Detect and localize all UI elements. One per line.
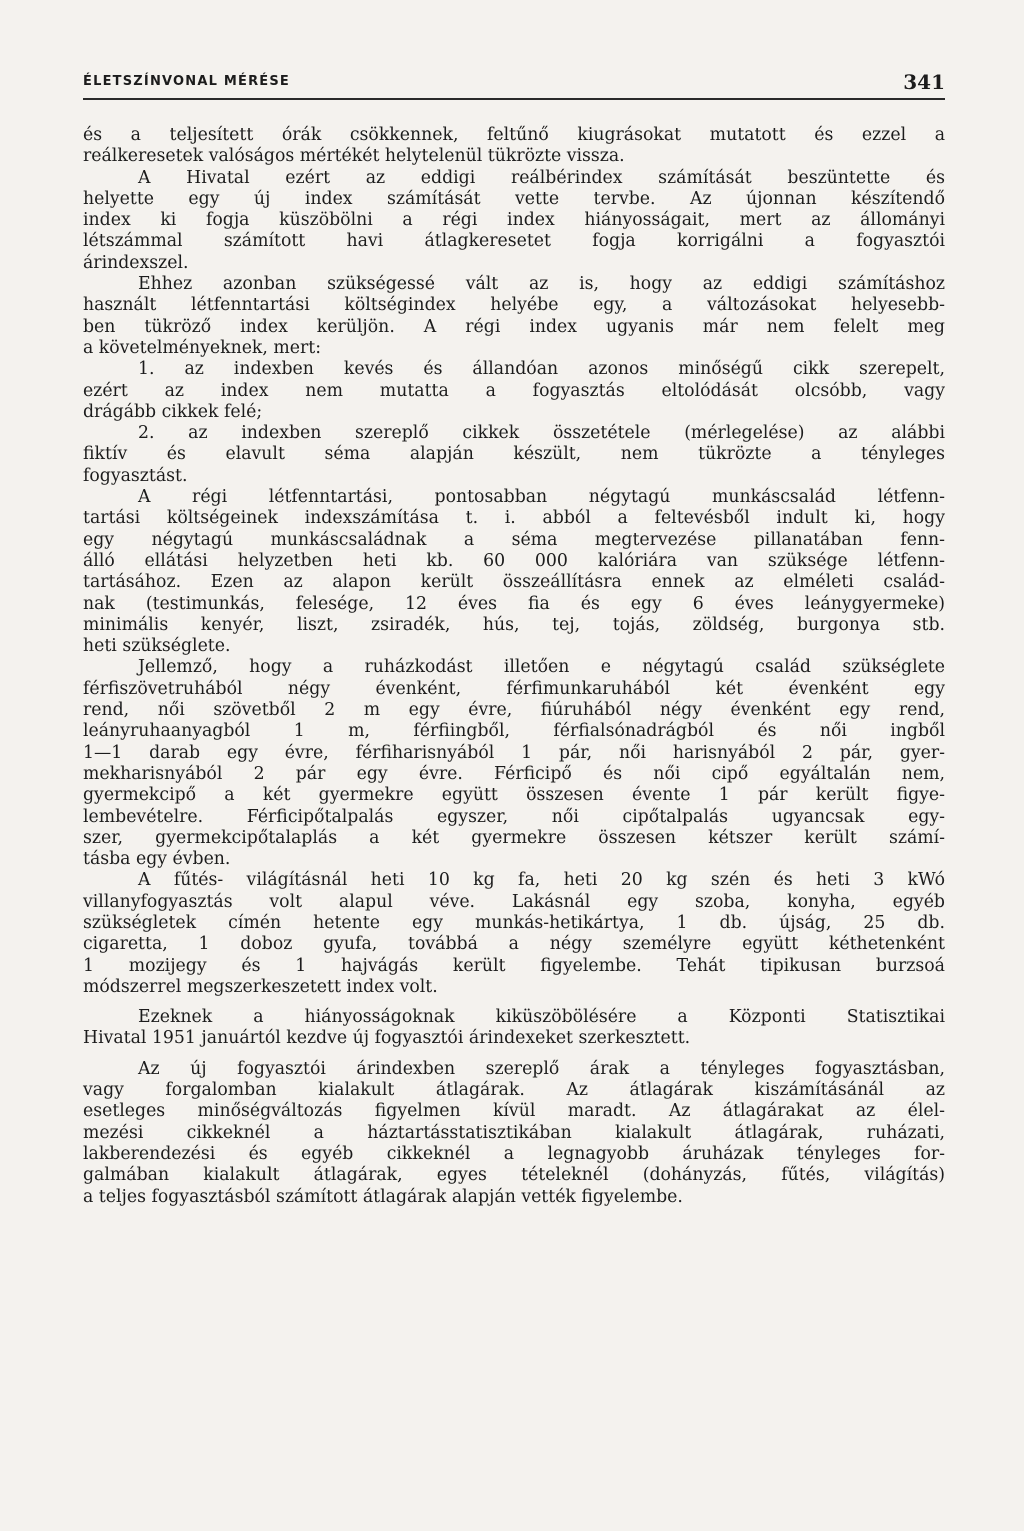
page-body [83, 125, 945, 1208]
text-line: A Hivatal ezért az eddigi reálbérindex számítását beszüntette és [138, 167, 945, 188]
text-line: szer, gyermekcipőtalaplás a két gyermekre összesen kétszer került számí- [83, 827, 945, 848]
text-line: a követelményeknek, mert: [83, 337, 322, 358]
list-item-line: fiktív és elavult séma alapján készült, nem tükrözte a tényleges [83, 444, 945, 465]
page-header [83, 70, 945, 100]
text-line: férfiszövetruhából négy évenként, férfimunkaruhából két évenként egy [83, 678, 945, 699]
text-line: Hivatal 1951 januártól kezdve új fogyasztói árindexeket szerkesztett. [83, 1028, 691, 1049]
text-line: esetleges minőségváltozás figyelmen kívül maradt. Az átlagárakat az élel- [83, 1101, 945, 1122]
text-line: a teljes fogyasztásból számított átlagárak alapján vették figyelembe. [83, 1186, 683, 1207]
list-item-line: 2. az indexben szereplő cikkek összetétele (mérlegelése) az alábbi [138, 423, 945, 444]
text-line: lakberendezési és egyéb cikkeknél a legnagyobb áruházak tényleges for- [83, 1143, 945, 1164]
text-line: A régi létfenntartási, pontosabban négytagú munkáscsalád létfenn- [138, 487, 945, 508]
text-line: A fűtés- világításnál heti 10 kg fa, heti 20 kg szén és heti 3 kWó [138, 870, 945, 891]
text-line: 1—1 darab egy évre, férfiharisnyából 1 pár, női harisnyából 2 pár, gyer- [83, 742, 945, 763]
text-line: heti szükséglete. [83, 636, 231, 657]
text-line: galmában kialakult átlagárak, egyes tételeknél (dohányzás, fűtés, világítás) [83, 1165, 945, 1186]
text-line: reálkeresetek valóságos mértékét helytelenül tükrözte vissza. [83, 146, 625, 167]
text-line: 1 mozijegy és 1 hajvágás került figyelembe. Tehát tipikusan burzsoá [83, 955, 945, 976]
text-line: nak (testimunkás, felesége, 12 éves fia és egy 6 éves leánygyermeke) [83, 593, 945, 614]
text-line: használt létfenntartási költségindex helyébe egy, a változásokat helyesebb- [83, 295, 945, 316]
text-line: lembevételre. Férficipőtalpalás egyszer, női cipőtalpalás ugyancsak egy- [83, 806, 945, 827]
list-item-line: ezért az index nem mutatta a fogyasztás eltolódását olcsóbb, vagy [83, 380, 945, 401]
text-line: rend, női szövetből 2 m egy évre, fiúruhából négy évenként egy rend, [83, 700, 945, 721]
text-line: index ki fogja küszöbölni a régi index hiányosságait, mert az állományi [83, 210, 945, 231]
text-line: Jellemző, hogy a ruházkodást illetően e négytagú család szükséglete [138, 657, 945, 678]
text-line: tartási költségeinek indexszámítása t. i. abból a feltevésből indult ki, hogy [83, 508, 945, 529]
text-line: minimális kenyér, liszt, zsiradék, hús, tej, tojás, zöldség, burgonya stb. [83, 614, 945, 635]
text-line: álló ellátási helyzetben heti kb. 60 000 kalóriára van szüksége létfenn- [83, 550, 945, 571]
paragraph-gap [83, 1050, 945, 1059]
running-head: ÉLETSZÍNVONAL MÉRÉSE [83, 74, 291, 89]
text-line: villanyfogyasztás volt alapul véve. Lakásnál egy szoba, konyha, egyéb [83, 891, 945, 912]
text-line: cigaretta, 1 doboz gyufa, továbbá a négy személyre együtt kéthetenként [83, 934, 945, 955]
paragraph-gap [83, 998, 945, 1007]
text-line: mekharisnyából 2 pár egy évre. Férficipő és női cipő egyáltalán nem, [83, 763, 945, 784]
text-line: Ezeknek a hiányosságoknak kiküszöbölésére a Központi Statisztikai [138, 1007, 945, 1028]
text-line: gyermekcipő a két gyermekre együtt összesen évente 1 pár került figye- [83, 785, 945, 806]
text-line: leányruhaanyagból 1 m, férfiingből, férfialsónadrágból és női ingből [83, 721, 945, 742]
text-line: Ehhez azonban szükségessé vált az is, hogy az eddigi számításhoz [138, 274, 945, 295]
text-line: helyette egy új index számítását vette tervbe. Az újonnan készítendő [83, 188, 945, 209]
text-line: egy négytagú munkáscsaládnak a séma megtervezése pillanatában fenn- [83, 529, 945, 550]
page-number: 341 [903, 70, 945, 94]
list-item-line: fogyasztást. [83, 465, 188, 486]
text-line: vagy forgalomban kialakult átlagárak. Az átlagárak kiszámításánál az [83, 1080, 945, 1101]
text-line: árindexszel. [83, 252, 189, 273]
text-line: ben tükröző index kerüljön. A régi index ugyanis már nem felelt meg [83, 316, 945, 337]
text-line: mezési cikkeknél a háztartásstatisztikában kialakult átlagárak, ruházati, [83, 1122, 945, 1143]
text-line: módszerrel megszerkeszetett index volt. [83, 976, 438, 997]
text-line: Az új fogyasztói árindexben szereplő árak a tényleges fogyasztásban, [138, 1058, 945, 1079]
list-item-line: 1. az indexben kevés és állandóan azonos minőségű cikk szerepelt, [138, 359, 945, 380]
text-line: tartásához. Ezen az alapon került összeállításra ennek az elméleti család- [83, 572, 945, 593]
text-line: és a teljesített órák csökkennek, feltűnő kiugrásokat mutatott és ezzel a [83, 125, 945, 145]
text-line: létszámmal számított havi átlagkeresetet fogja korrigálni a fogyasztói [83, 231, 945, 252]
text-line: tásba egy évben. [83, 849, 231, 870]
list-item-line: drágább cikkek felé; [83, 401, 263, 422]
text-line: szükségletek címén hetente egy munkás-hetikártya, 1 db. újság, 25 db. [83, 912, 945, 933]
